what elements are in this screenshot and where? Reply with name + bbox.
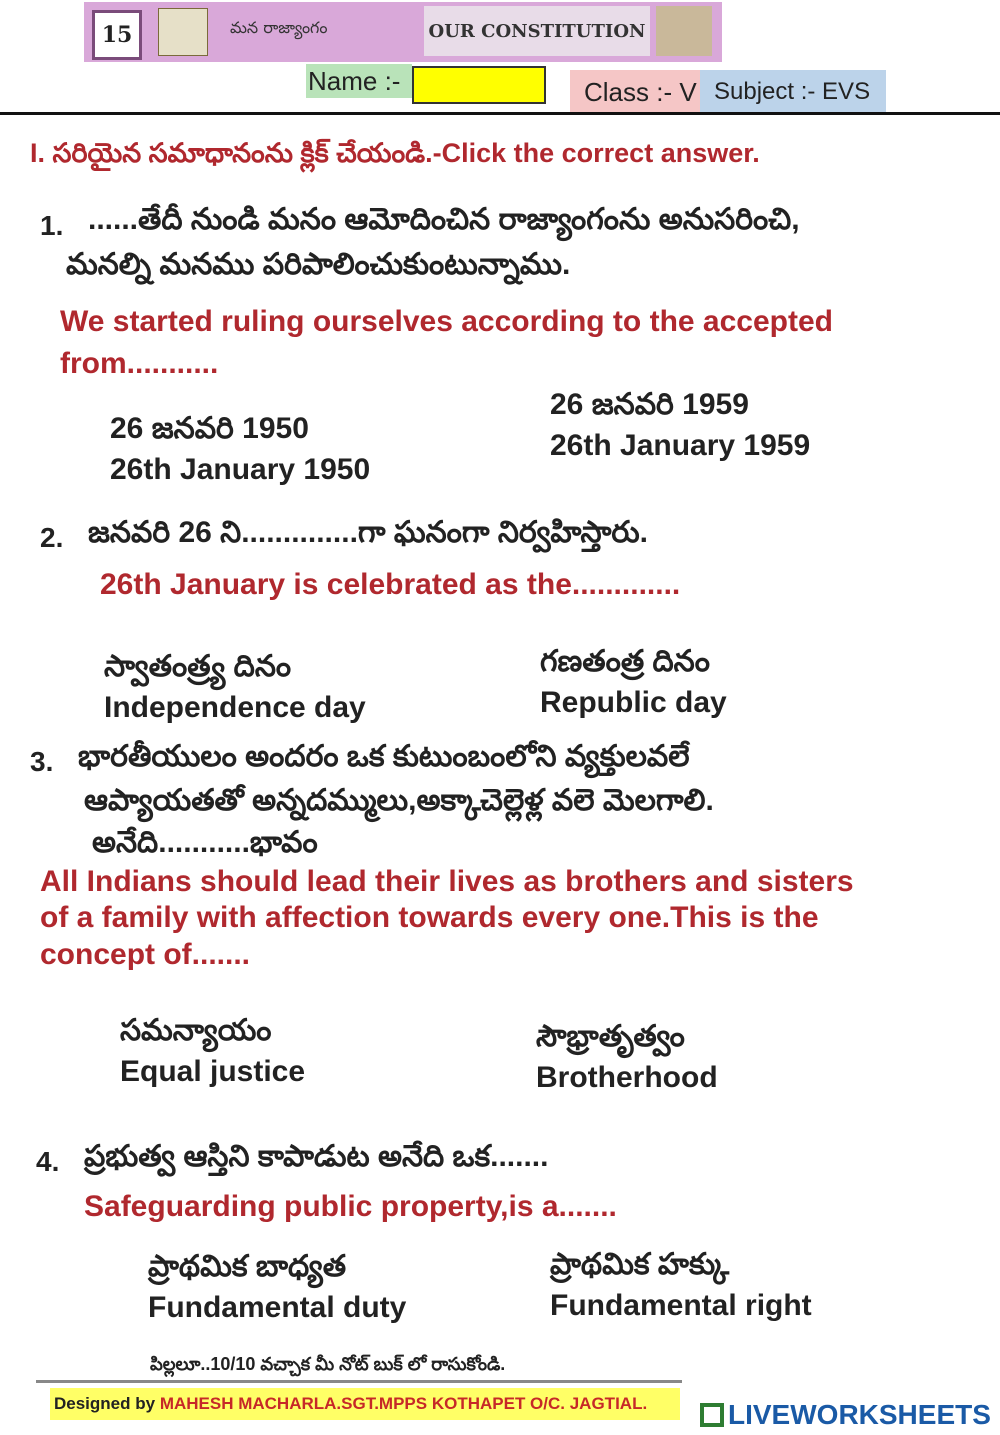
question-telugu-line: అనేది...........భావం: [92, 826, 318, 859]
answer-option[interactable]: [120, 1010, 305, 1092]
option-telugu: ప్రాథమిక బాధ్యత: [148, 1250, 347, 1283]
question-english-line: 26th January is celebrated as the.............: [100, 568, 681, 601]
option-english: 26th January 1950: [110, 453, 371, 486]
emblem-icon: [158, 8, 208, 56]
option-telugu: సమన్యాయం: [120, 1014, 272, 1047]
answer-option[interactable]: [148, 1246, 406, 1328]
answer-option[interactable]: [550, 384, 810, 466]
question-english-line: We started ruling ourselves according to the accepted: [60, 305, 833, 338]
footer-divider: [36, 1380, 682, 1383]
footer-note: పిల్లలూ..10/10 వచ్చాక మీ నోట్ బుక్ లో రాసుకోండి.: [150, 1354, 506, 1374]
option-english: Fundamental right: [550, 1289, 812, 1322]
answer-option[interactable]: [540, 641, 727, 723]
option-english: Independence day: [104, 691, 366, 724]
building-image: [656, 6, 712, 56]
name-label: Name :-: [306, 64, 412, 98]
question-english-line: All Indians should lead their lives as brothers and sisters: [40, 865, 854, 898]
liveworksheets-logo[interactable]: [700, 1398, 991, 1432]
credit-suffix: .SGT.MPPS KOTHAPET O/C. JAGTIAL.: [336, 1394, 648, 1413]
banner-english-title: OUR CONSTITUTION: [424, 6, 650, 56]
footer-credit: [50, 1388, 680, 1420]
option-english: 26th January 1959: [550, 429, 811, 462]
answer-option[interactable]: [110, 408, 370, 490]
question-english-line: from...........: [60, 347, 219, 380]
answer-option[interactable]: [536, 1016, 718, 1098]
option-telugu: 26 జనవరి 1950: [110, 412, 309, 445]
worksheet-number: 15: [92, 10, 142, 60]
option-english: Brotherhood: [536, 1061, 718, 1094]
question-english-line: concept of.......: [40, 938, 251, 971]
option-telugu: ప్రాథమిక హక్కు: [550, 1248, 730, 1281]
option-english: Fundamental duty: [148, 1291, 407, 1324]
option-english: Equal justice: [120, 1055, 306, 1088]
instruction-text: I. సరియైన సమాధానంను క్లిక్ చేయండి.-Click the correct answer.: [30, 138, 760, 168]
question-number: 2.: [40, 522, 64, 553]
option-telugu: సౌభ్రాతృత్వం: [536, 1020, 685, 1053]
credit-prefix: Designed by: [54, 1394, 160, 1413]
name-input[interactable]: [412, 66, 546, 104]
liveworksheets-text: LIVEWORKSHEETS: [728, 1399, 991, 1430]
option-telugu: స్వాతంత్ర్య దినం: [104, 650, 292, 683]
question-telugu-line: ......తేదీ నుండి మనం ఆమోదించిన రాజ్యాంగంను అనుసరించి,: [88, 203, 800, 236]
subject-label: Subject :- EVS: [700, 70, 886, 114]
question-english-line: Safeguarding public property,is a.......: [84, 1190, 617, 1223]
question-english-line: of a family with affection towards every one.This is the: [40, 901, 819, 934]
credit-name: MAHESH MACHARLA: [159, 1394, 337, 1413]
question-number: 1.: [40, 210, 64, 241]
option-telugu: గణతంత్ర దినం: [540, 645, 710, 678]
option-english: Republic day: [540, 686, 727, 719]
question-telugu-line: జనవరి 26 ని..............గా ఘనంగా నిర్వహిస్తారు.: [88, 516, 648, 549]
question-telugu-line: ఆప్యాయతతో అన్నదమ్ములు,అక్కాచెల్లెళ్ల వలె మెలగాలి.: [84, 784, 714, 817]
option-telugu: 26 జనవరి 1959: [550, 388, 749, 421]
question-telugu-line: ప్రభుత్వ ఆస్తిని కాపాడుట అనేది ఒక.......: [84, 1140, 549, 1173]
question-telugu-line: భారతీయులం అందరం ఒక కుటుంబంలోని వ్యక్తులవలే: [78, 740, 690, 773]
header-divider: [0, 112, 1000, 115]
answer-option[interactable]: [550, 1244, 812, 1326]
liveworksheets-icon: [700, 1403, 724, 1427]
class-label: Class :- V: [570, 70, 700, 114]
question-number: 4.: [36, 1146, 60, 1177]
answer-option[interactable]: [104, 646, 366, 728]
question-telugu-line: మనల్ని మనము పరిపాలించుకుంటున్నాము.: [66, 248, 571, 281]
question-number: 3.: [30, 746, 54, 777]
banner-telugu-title: మన రాజ్యాంగం: [230, 18, 328, 37]
